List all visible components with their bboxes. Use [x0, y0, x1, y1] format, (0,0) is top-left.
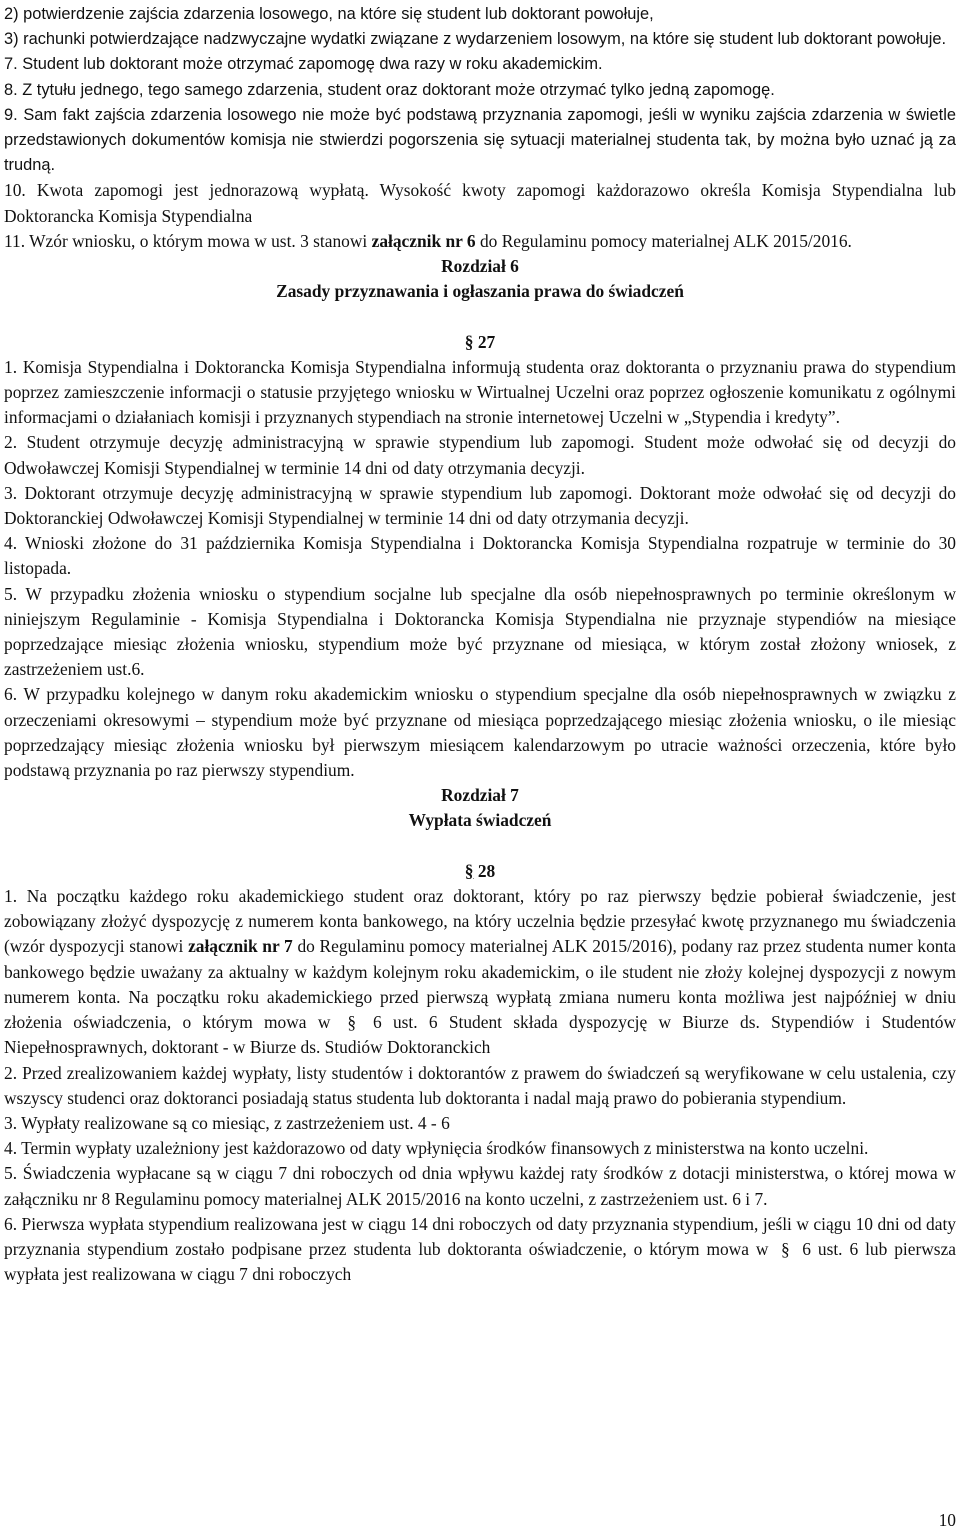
chapter-6-title: Rozdział 6	[441, 256, 519, 277]
paragraph-3: 3) rachunki potwierdzające nadzwyczajne wydatki związane z wydarzeniem losowym, na które się student lub doktorant powołuje.	[4, 30, 947, 49]
paragraph-8: 8. Z tytułu jednego, tego samego zdarzenia, student oraz doktorant może otrzymać tylko jedną zapomogę.	[4, 80, 775, 99]
ch6-item-5: 5. W przypadku złożenia wniosku o stypendium socjalne lub specjalne dla osób niepełnosprawnych po terminie określonym w niniejszym Regulaminie - Komisja Stypendialna i Doktorancka Komisja Stypendialna nie przyznaje stypendiów na miesiące poprzedzające miesiąc złożenia wniosku, stypendium może być przyznane od miesiąca, w którym został złożony wniosek, z zastrzeżeniem ust.6.	[4, 583, 956, 680]
section-symbol-inline: §	[347, 1012, 357, 1033]
ch7-item-3: 3. Wypłaty realizowane są co miesiąc, z zastrzeżeniem ust. 4 - 6	[4, 1112, 450, 1133]
ch6-item-6: 6. W przypadku kolejnego w danym roku akademickim wniosku o stypendium specjalne dla osób niepełnosprawnych w związku z orzeczeniami okresowymi – stypendium może być przyznane od miesiąca poprzedzającego miesiąc złożenia wniosku, o ile miesiąc poprzedzający miesiąc złożenia wniosku był pierwszym miesiącem kalendarzowym po utracie ważności orzeczenia, które było podstawą przyznania po raz pierwszy stypendium.	[4, 684, 956, 781]
ch7-item-2: 2. Przed zrealizowaniem każdej wypłaty, listy studentów i doktorantów z prawem do świadczeń są weryfikowane w celu ustalenia, czy wszyscy studenci oraz doktoranci posiadają status studenta lub doktoranta i nadal mają prawo do pobierania stypendium.	[4, 1062, 956, 1108]
paragraph-11	[4, 229, 956, 254]
chapter-6-subtitle: Zasady przyznawania i ogłaszania prawa do świadczeń	[276, 281, 684, 302]
chapter-7-subtitle: Wypłata świadczeń	[408, 810, 552, 831]
ch6-item-4: 4. Wnioski złożone do 31 października Komisja Stypendialna i Doktorancka Komisja Stypendialna rozpatruje w terminie do 30 listopada.	[4, 533, 956, 579]
ch7-item-6: 6. Pierwsza wypłata stypendium realizowana jest w ciągu 14 dni roboczych od daty przyznania stypendium, jeśli w ciągu 10 dni od daty przyznania stypendium zostało podpisane przez studenta lub doktoranta oświadczenie, o którym mowa w § 6 ust. 6 lub pierwsza wypłata jest realizowana w ciągu 7 dni roboczych	[4, 1213, 957, 1285]
paragraph-10: 10. Kwota zapomogi jest jednorazową wypłatą. Wysokość kwoty zapomogi każdorazowo określa Komisja Stypendialna lub Doktorancka Komisja Stypendialna	[4, 180, 956, 226]
chapter-7-title: Rozdział 7	[441, 785, 519, 806]
ch6-item-2: 2. Student otrzymuje decyzję administracyjną w sprawie stypendium lub zapomogi. Student może odwołać się od decyzji do Odwoławczej Komisji Stypendialnej w terminie 14 dni od daty otrzymania decyzji.	[4, 432, 956, 478]
ch7-item-5: 5. Świadczenia wypłacane są w ciągu 7 dni roboczych od dnia wpływu każdej raty środków z dotacji ministerstwa, o której mowa w załączniku nr 8 Regulaminu pomocy materialnej ALK 2015/2016 na konto uczelni, z zastrzeżeniem ust. 6 i 7.	[4, 1163, 956, 1209]
ch7-item-4: 4. Termin wypłaty uzależniony jest każdorazowo od daty wpłynięcia środków finansowych z ministerstwa na konto uczelni.	[4, 1138, 869, 1159]
paragraph-9: 9. Sam fakt zajścia zdarzenia losowego nie może być podstawą przyznania zapomogi, jeśli w wyniku zajścia zdarzenia w świetle przedstawionych dokumentów komisja nie stwierdzi pogorszenia się sytuacji materialnej studenta tak, by można było uznać ją za trudną.	[4, 105, 956, 175]
page-number: 10	[938, 1510, 956, 1530]
section-symbol: §	[464, 860, 474, 881]
paragraph-11-post: do Regulaminu pomocy materialnej ALK 2015/2016.	[475, 230, 852, 251]
paragraph-11-pre: 11. Wzór wniosku, o którym mowa w ust. 3 stanowi	[4, 230, 372, 251]
ch6-item-3: 3. Doktorant otrzymuje decyzję administracyjną w sprawie stypendium lub zapomogi. Doktorant może odwołać się od decyzji do Doktoranckiej Odwoławczej Komisji Stypendialnej w terminie 14 dni od daty otrzymania decyzji.	[4, 482, 956, 529]
paragraph-2: 2) potwierdzenie zajścia zdarzenia losowego, na które się student lub doktorant powołuje,	[4, 5, 654, 23]
section-27-heading	[4, 330, 956, 355]
section-symbol: §	[464, 331, 474, 352]
section-number: 27	[477, 331, 496, 352]
attachment-6-ref: załącznik nr 6	[371, 230, 476, 251]
section-symbol-inline: §	[781, 1238, 790, 1259]
document-body	[4, 2, 956, 1287]
attachment-7-ref: załącznik nr 7	[188, 936, 293, 957]
ch7-item-1: 1. Na początku każdego roku akademickiego student oraz doktorant, który po raz pierwszy będzie pobierał świadczenie, jest zobowiązany złożyć dyspozycję z numerem konta bankowego, na który uczelnia będzie przesyłać kwotę przyznanego mu świadczenia (wzór dyspozycji stanowi załącznik nr 7 do Regulaminu pomocy materialnej ALK 2015/2016), podany raz przez studenta numer konta bankowego będzie uważany za aktualny w każdym kolejnym roku akademickim, o ile student nie złoży kolejnej dyspozycji z nowym numerem konta. Na początku roku akademickiego przed pierwszą wypłatą zmiana numeru konta możliwa jest najpóźniej w dniu złożenia oświadczenia, o którym mowa w § 6 ust. 6 Student składa dyspozycję w Biurze ds. Stypendiów i Studentów Niepełnosprawnych, doktorant - w Biurze ds. Studiów Doktoranckich	[4, 886, 957, 1058]
ch6-item-1: 1. Komisja Stypendialna i Doktorancka Komisja Stypendialna informują studenta oraz doktoranta o przyznaniu prawa do stypendium poprzez zamieszczenie informacji o statusie przyjętego wniosku w Wirtualnej Uczelni oraz poprzez ogłoszenie komunikatu z ogólnymi informacjami o działaniach komisji i przyznanych stypendiach na stronie internetowej Uczelni w „Stypendia i kredyty”.	[4, 356, 956, 428]
section-number: 28	[477, 860, 496, 881]
section-28-heading	[4, 859, 956, 884]
paragraph-7: 7. Student lub doktorant może otrzymać zapomogę dwa razy w roku akademickim.	[4, 55, 603, 74]
